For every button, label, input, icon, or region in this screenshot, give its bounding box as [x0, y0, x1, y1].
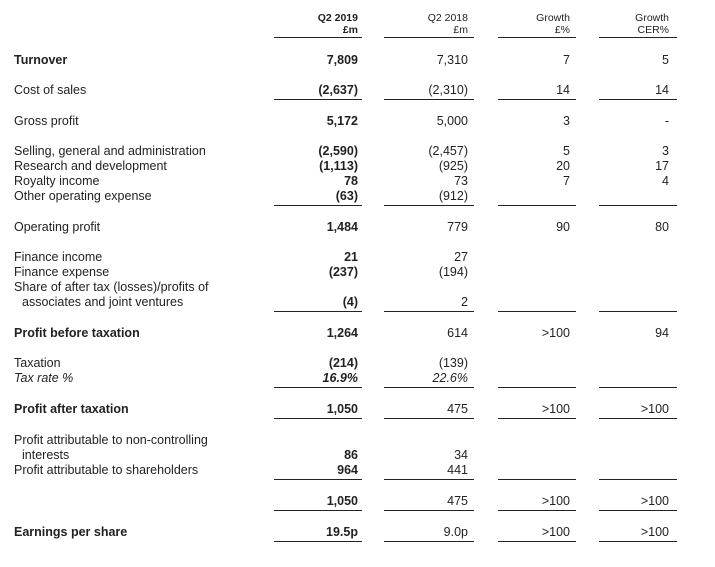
cell-sga-growth-cer: 3	[662, 144, 669, 158]
cell-gross-profit-growth-cer: -	[664, 114, 669, 128]
cell-rnd-growth-cer: 17	[655, 159, 669, 173]
row-underline	[599, 387, 677, 388]
row-underline	[274, 541, 362, 542]
row-label-nci-line2: interests	[22, 448, 70, 462]
cell-royalty-growth-cer: 4	[662, 174, 669, 188]
row-underline	[384, 541, 474, 542]
cell-pbt-growth-cer: 94	[655, 326, 669, 340]
cell-operating-profit-q2-2019: 1,484	[326, 220, 358, 234]
row-underline	[498, 541, 576, 542]
row-underline	[498, 99, 576, 100]
cell-eps-q2-2018: 9.0p	[443, 525, 468, 539]
row-underline	[599, 418, 677, 419]
cell-tax-rate-q2-2019: 16.9%	[322, 371, 358, 385]
row-label-turnover: Turnover	[14, 53, 68, 67]
cell-operating-profit-growth-cer: 80	[655, 220, 669, 234]
cell-other-opex-q2-2019: (63)	[335, 189, 358, 203]
cell-royalty-growth: 7	[563, 174, 570, 188]
cell-pat-growth-cer: >100	[640, 402, 669, 416]
row-underline	[384, 387, 474, 388]
row-underline	[498, 387, 576, 388]
header-q2-2018	[384, 12, 468, 36]
row-label-rnd: Research and development	[14, 159, 167, 173]
row-label-cost-of-sales: Cost of sales	[14, 83, 87, 97]
cell-tax-rate-q2-2018: 22.6%	[432, 371, 468, 385]
header-underline	[599, 37, 677, 38]
header-unit: CER%	[637, 24, 669, 36]
cell-sga-q2-2018: (2,457)	[428, 144, 468, 158]
header-unit: £m	[453, 24, 468, 36]
row-underline	[599, 510, 677, 511]
row-underline	[384, 510, 474, 511]
row-underline	[599, 205, 677, 206]
cell-turnover-growth: 7	[563, 53, 570, 67]
row-label-gross-profit: Gross profit	[14, 114, 79, 128]
row-underline	[274, 205, 362, 206]
row-label-finance-income: Finance income	[14, 250, 103, 264]
row-label-pat: Profit after taxation	[14, 402, 129, 416]
row-underline	[498, 205, 576, 206]
header-underline	[274, 37, 362, 38]
header-unit: £%	[554, 24, 570, 36]
cell-sga-growth: 5	[563, 144, 570, 158]
cell-cost-of-sales-growth: 14	[556, 83, 570, 97]
cell-nci-q2-2018: 34	[454, 448, 468, 462]
cell-eps-growth-cer: >100	[640, 525, 669, 539]
cell-finance-expense-q2-2018: (194)	[438, 265, 468, 279]
header-underline	[384, 37, 474, 38]
cell-nci-q2-2019: 86	[344, 448, 358, 462]
cell-rnd-q2-2018: (925)	[438, 159, 468, 173]
row-underline	[599, 479, 677, 480]
cell-pbt-q2-2019: 1,264	[326, 326, 358, 340]
row-label-taxation: Taxation	[14, 356, 61, 370]
cell-taxation-q2-2018: (139)	[438, 356, 468, 370]
row-underline	[384, 311, 474, 312]
row-label-finance-expense: Finance expense	[14, 265, 110, 279]
header-text: Growth	[536, 12, 570, 24]
cell-pat-growth: >100	[541, 402, 570, 416]
row-underline	[384, 99, 474, 100]
row-underline	[599, 99, 677, 100]
header-growth-gbp	[498, 12, 570, 36]
row-underline	[274, 510, 362, 511]
row-label-other-opex: Other operating expense	[14, 189, 152, 203]
row-underline	[274, 311, 362, 312]
cell-taxation-q2-2019: (214)	[328, 356, 358, 370]
cell-pbt-q2-2018: 614	[447, 326, 468, 340]
cell-operating-profit-growth: 90	[556, 220, 570, 234]
row-underline	[274, 99, 362, 100]
header-q2-2019	[274, 12, 358, 36]
cell-gross-profit-q2-2019: 5,172	[326, 114, 358, 128]
row-underline	[274, 479, 362, 480]
cell-pbt-growth: >100	[541, 326, 570, 340]
row-underline	[498, 479, 576, 480]
row-label-shareholders: Profit attributable to shareholders	[14, 463, 199, 477]
row-underline	[384, 205, 474, 206]
cell-sga-q2-2019: (2,590)	[318, 144, 358, 158]
cell-cost-of-sales-q2-2018: (2,310)	[428, 83, 468, 97]
row-label-operating-profit: Operating profit	[14, 220, 101, 234]
header-underline	[498, 37, 576, 38]
row-underline	[384, 479, 474, 480]
row-label-sga: Selling, general and administration	[14, 144, 206, 158]
cell-rnd-q2-2019: (1,113)	[319, 159, 358, 173]
header-text: Q2 2019	[317, 12, 358, 24]
cell-shareholders-q2-2018: 441	[447, 463, 468, 477]
cell-cost-of-sales-growth-cer: 14	[655, 83, 669, 97]
row-underline	[384, 418, 474, 419]
cell-cost-of-sales-q2-2019: (2,637)	[318, 83, 358, 97]
row-label-share-assoc-line1: Share of after tax (losses)/profits of	[14, 280, 209, 294]
cell-gross-profit-q2-2018: 5,000	[436, 114, 468, 128]
cell-shareholders-q2-2019: 964	[337, 463, 358, 477]
cell-finance-expense-q2-2019: (237)	[328, 265, 358, 279]
row-label-royalty: Royalty income	[14, 174, 100, 188]
cell-finance-income-q2-2019: 21	[344, 250, 358, 264]
row-underline	[498, 311, 576, 312]
cell-operating-profit-q2-2018: 779	[447, 220, 468, 234]
row-underline	[599, 541, 677, 542]
cell-total-growth-cer: >100	[640, 494, 669, 508]
cell-finance-income-q2-2018: 27	[454, 250, 468, 264]
cell-royalty-q2-2018: 73	[454, 174, 468, 188]
cell-share-assoc-q2-2018: 2	[461, 295, 468, 309]
header-growth-cer	[599, 12, 669, 36]
cell-gross-profit-growth: 3	[563, 114, 570, 128]
cell-turnover-q2-2019: 7,809	[326, 53, 358, 67]
cell-eps-growth: >100	[541, 525, 570, 539]
row-label-pbt: Profit before taxation	[14, 326, 140, 340]
header-text: Q2 2018	[427, 12, 468, 24]
cell-turnover-q2-2018: 7,310	[436, 53, 468, 67]
cell-royalty-q2-2019: 78	[344, 174, 358, 188]
row-underline	[498, 510, 576, 511]
row-underline	[599, 311, 677, 312]
header-text: Growth	[635, 12, 669, 24]
cell-share-assoc-q2-2019: (4)	[342, 295, 358, 309]
row-underline	[274, 418, 362, 419]
cell-other-opex-q2-2018: (912)	[438, 189, 468, 203]
cell-total-q2-2019: 1,050	[326, 494, 358, 508]
cell-turnover-growth-cer: 5	[662, 53, 669, 67]
header-unit: £m	[342, 24, 358, 36]
cell-rnd-growth: 20	[556, 159, 570, 173]
row-underline	[498, 418, 576, 419]
row-label-nci-line1: Profit attributable to non-controlling	[14, 433, 208, 447]
cell-eps-q2-2019: 19.5p	[326, 525, 358, 539]
cell-pat-q2-2018: 475	[447, 402, 468, 416]
row-label-tax-rate: Tax rate %	[14, 371, 74, 385]
row-label-eps: Earnings per share	[14, 525, 128, 539]
row-underline	[274, 387, 362, 388]
cell-total-q2-2018: 475	[447, 494, 468, 508]
cell-total-growth: >100	[541, 494, 570, 508]
cell-pat-q2-2019: 1,050	[326, 402, 358, 416]
row-label-share-assoc-line2: associates and joint ventures	[22, 295, 184, 309]
